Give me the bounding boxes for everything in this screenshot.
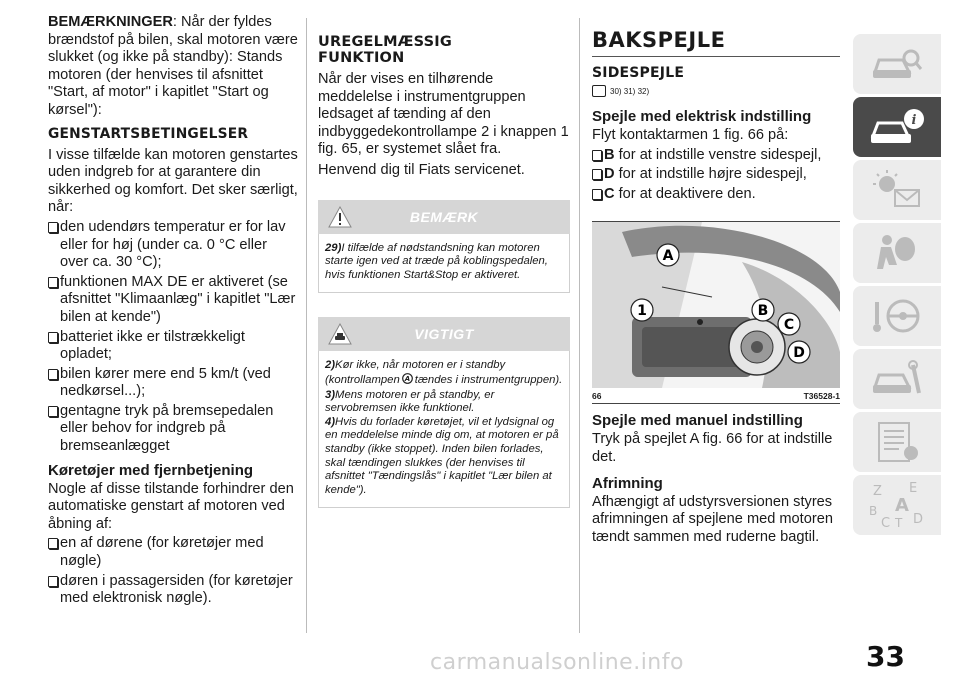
section-heading-restart: GENSTARTSBETINGELSER xyxy=(48,125,249,142)
column-left xyxy=(48,14,298,608)
figure-label: 1 xyxy=(637,303,647,320)
note-box xyxy=(318,234,570,294)
warning-text: Hvis du forlader køretøjet, vil et lydsignal og en meddelelse minde dig om, at motoren er på standby (ikke stoppet). Inden bilen forlades, skal tændingen slukkes (der henvises til afsnittet "Tændingslås" i kapitlet "Lær bilen at kende"). xyxy=(325,415,559,496)
warning-triangle-icon xyxy=(328,206,352,241)
manual-paragraph: Tryk på spejlet A fig. 66 for at indstille det. xyxy=(592,431,833,465)
figure-label: C xyxy=(783,317,795,334)
electric-paragraph: Flyt kontaktarmen 1 fig. 66 på: xyxy=(592,127,789,143)
page-number: 33 xyxy=(866,640,905,673)
index-letter: C xyxy=(881,516,891,531)
car-info-icon xyxy=(867,106,927,148)
list-item xyxy=(592,147,840,165)
section-heading-malfunction-2: FUNKTION xyxy=(318,50,405,66)
figure-label: A xyxy=(662,248,674,265)
warning-item xyxy=(325,389,563,416)
car-warning-icon xyxy=(328,323,352,358)
key-label: C xyxy=(604,185,615,202)
sidebar-tab-car-search[interactable] xyxy=(853,34,941,94)
column-right xyxy=(592,14,840,546)
standby-lamp-icon xyxy=(402,373,413,389)
key-label: B xyxy=(604,146,615,163)
list-item xyxy=(592,186,840,204)
warning-lights-icon xyxy=(869,168,925,212)
sidebar-tab-airbag[interactable] xyxy=(853,223,941,283)
sidebar-tab-warning-lights[interactable] xyxy=(853,160,941,220)
list-item: bilen kører mere end 5 km/t (ved nedkørsel...); xyxy=(48,366,298,401)
note-number: 29) xyxy=(325,241,342,254)
intro-label: BEMÆRKNINGER xyxy=(48,14,173,30)
figure-label: D xyxy=(793,345,805,362)
figure-number: 66 xyxy=(592,391,602,402)
intro-text: : Når der fyldes brændstof på bilen, skal motoren være slukket (og ikke på standby): Stands motoren (der henvises til afsnittet "Start, af motor" i kapitlet "Start og kørsel"): xyxy=(48,14,298,118)
warning-box xyxy=(318,351,570,508)
intro-paragraph xyxy=(48,14,298,120)
list-item: døren i passagersiden (for køretøjer med elektronisk nøgle). xyxy=(48,573,298,608)
section-heading-side-mirrors: SIDESPEJLE xyxy=(592,65,685,81)
subheading-manual: Spejle med manuel indstilling xyxy=(592,412,803,430)
warning-number: 3) xyxy=(325,388,336,401)
watermark: carmanualsonline.info xyxy=(430,650,684,675)
car-search-icon xyxy=(869,44,925,84)
list-item: en af dørene (for køretøjer med nøgle) xyxy=(48,535,298,570)
figure-label: B xyxy=(757,303,769,320)
specifications-icon xyxy=(869,419,925,465)
index-letter: A xyxy=(895,495,909,516)
note-text xyxy=(325,242,563,283)
chapter-sidebar xyxy=(853,34,960,538)
index-icon xyxy=(865,479,929,531)
index-letter: T xyxy=(895,516,903,530)
list-text: for at indstille højre sidespejl, xyxy=(618,166,807,183)
note-label: BEMÆRK xyxy=(409,208,479,225)
svg-text:A: A xyxy=(404,375,410,384)
service-paragraph: Henvend dig til Fiats servicenet. xyxy=(318,161,525,178)
airbag-icon xyxy=(869,231,925,275)
warning-references: 30) 31) 32) xyxy=(610,87,840,96)
warning-text: Mens motoren er på standby, er servobremsen ikke funktionel. xyxy=(325,388,495,415)
chapter-heading-mirrors: BAKSPEJLE xyxy=(592,28,840,57)
list-item: batteriet ikke er tilstrækkeligt opladet; xyxy=(48,329,298,364)
sidebar-tab-specifications[interactable] xyxy=(853,412,941,472)
sidebar-tab-steering[interactable] xyxy=(853,286,941,346)
car-service-icon xyxy=(869,359,925,399)
warning-label: VIGTIGT xyxy=(414,326,474,343)
steering-wheel-icon xyxy=(869,294,925,338)
warning-text: Kør ikke, når motoren er i standby (kontrollampen xyxy=(325,359,506,386)
subheading-defrost: Afrimning xyxy=(592,474,663,492)
list-item: gentagne tryk på bremsepedalen eller behov for indgreb på bremseanlægget xyxy=(48,403,298,456)
column-divider xyxy=(579,18,580,633)
sidebar-tab-car-info[interactable] xyxy=(853,97,941,157)
column-middle xyxy=(318,14,570,508)
index-letter: B xyxy=(869,504,878,518)
sidebar-tab-index[interactable] xyxy=(853,475,941,535)
index-letter: Z xyxy=(873,484,882,499)
note-body: I tilfælde af nødstandsning kan motoren starte igen ved at træde på koblingspedalen, hvis funktionen Start&Stop er aktiveret. xyxy=(325,241,548,281)
figure-caption xyxy=(592,388,840,404)
note-box-header xyxy=(318,200,570,234)
warning-number: 4) xyxy=(325,415,336,428)
list-item: den udendørs temperatur er for lav eller for høj (under ca. 0 °C eller over ca. 30 °C); xyxy=(48,219,298,272)
warning-number: 2) xyxy=(325,359,336,372)
warning-item xyxy=(325,416,563,498)
list-item xyxy=(592,166,840,184)
remote-paragraph: Nogle af disse tilstande forhindrer den automatiske genstart af motoren ved åbning af: xyxy=(48,480,294,532)
list-text: for at indstille venstre sidespejl, xyxy=(618,146,822,163)
section-heading-malfunction-1: UREGELMÆSSIG xyxy=(318,34,452,50)
malfunction-paragraph: Når der vises en tilhørende meddelelse i instrumentgruppen ledsaget af tænding af den indbyggedekontrollampe 2 i knappen 1 fig. 65, er systemet slået fra. xyxy=(318,71,569,158)
subheading-remote: Køretøjer med fjernbetjening xyxy=(48,461,254,479)
list-text: for at deaktivere den. xyxy=(618,185,756,202)
restart-intro: I visse tilfælde kan motoren genstartes uden indgreb for at garantere din sikkerhed og komfort. Det sker særligt, når: xyxy=(48,146,298,216)
warning-text: tændes i instrumentgruppen). xyxy=(414,373,563,386)
key-label: D xyxy=(604,166,615,183)
index-letter: D xyxy=(913,512,924,527)
figure-code: T36528-1 xyxy=(803,391,840,402)
warning-box-header xyxy=(318,317,570,351)
figure-66 xyxy=(592,221,840,402)
subheading-electric: Spejle med elektrisk indstilling xyxy=(592,108,812,125)
sidebar-tab-service[interactable] xyxy=(853,349,941,409)
mirror-control-illustration xyxy=(592,222,840,388)
defrost-paragraph: Afhængigt af udstyrsversionen styres afrimningen af spejlene med motoren tændt sammen med ruderne bagtil. xyxy=(592,493,833,545)
list-item: funktionen MAX DE er aktiveret (se afsnittet "Klimaanlæg" i kapitlet "Lær bilen at kende") xyxy=(48,274,298,327)
index-letter: E xyxy=(909,481,918,496)
svg-text:i: i xyxy=(911,113,917,128)
warning-item xyxy=(325,359,563,388)
column-divider xyxy=(306,18,307,633)
